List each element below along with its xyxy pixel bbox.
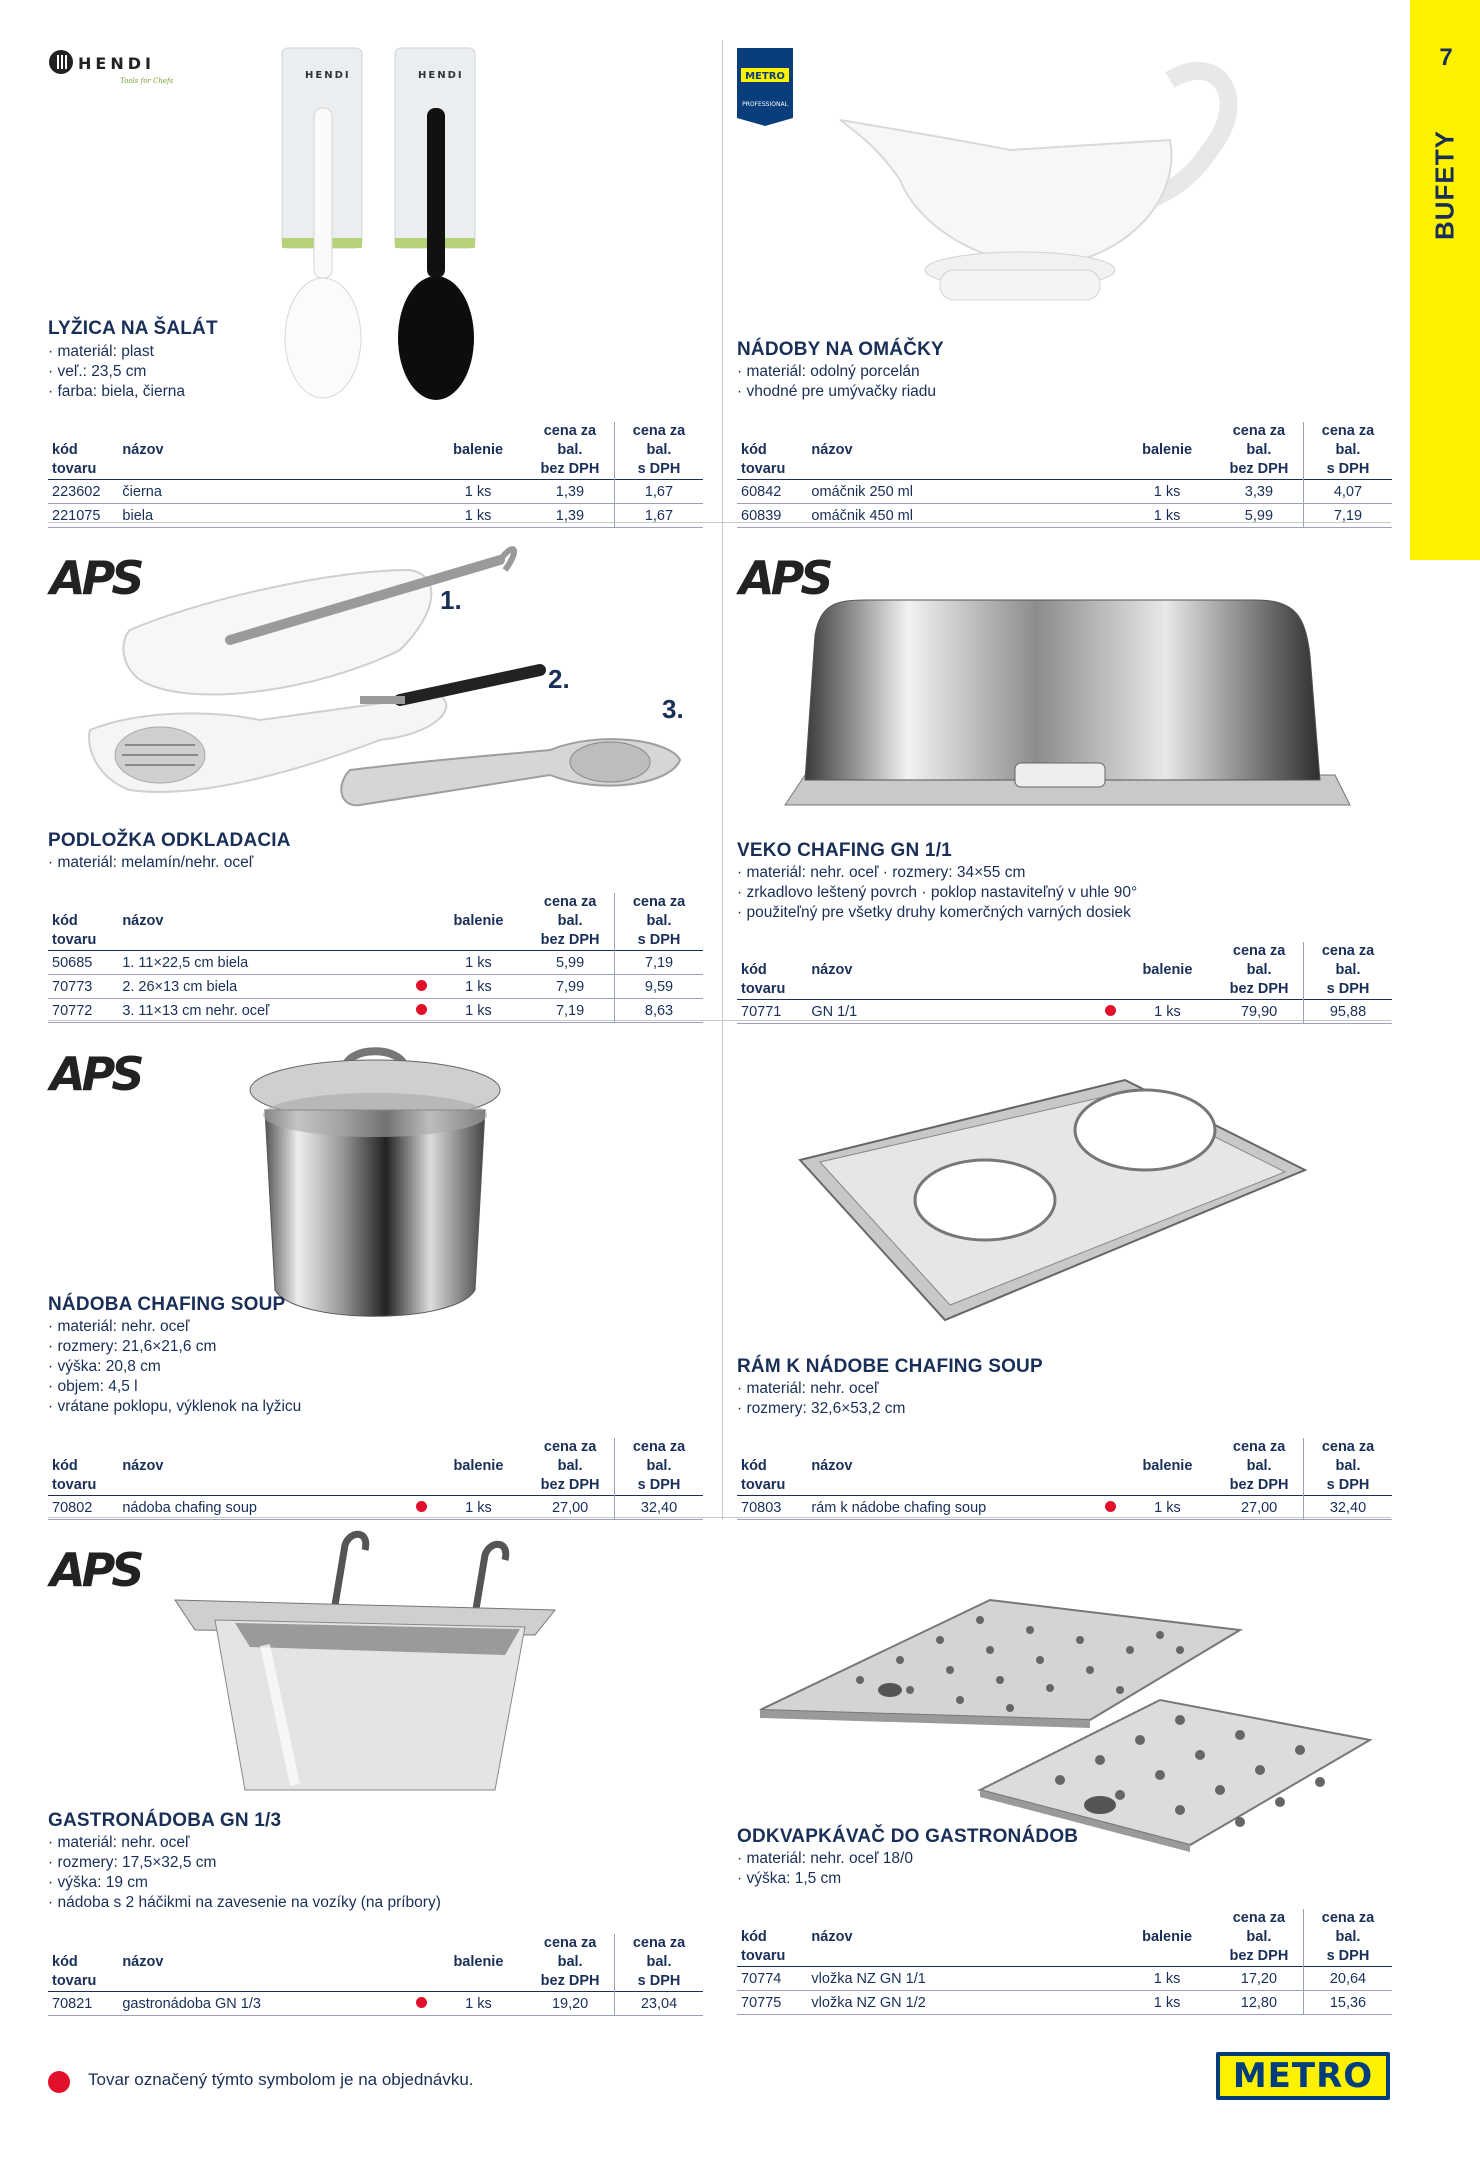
product-image-salad-spoons [280,48,480,413]
metro-logo: METRO [1216,2052,1390,2100]
svg-text:APS: APS [50,1047,141,1101]
marker-label: 1. [440,585,462,615]
price-table: kód tovaru názov balenie cena za bal. bez DPH cena za bal. s DPH 70821 gastronádoba GN 1/3 1 ks 19,20 23,04 [48,1934,703,2016]
order-dot-icon [416,1997,427,2008]
order-dot-icon [48,2071,70,2093]
product-title: NÁDOBA CHAFING SOUP [48,1294,286,1315]
product-features: · materiál: melamín/nehr. oceľ [48,853,253,873]
product-image-soup-pot [235,1040,515,1335]
table-row: 221075 biela 1 ks 1,39 1,67 [48,504,703,528]
table-row: 70774 vložka NZ GN 1/1 1 ks 17,20 20,64 [737,1967,1392,1991]
price-table: kód tovaru názov balenie cena za bal. bez DPH cena za bal. s DPH 70802 nádoba chafing soup 1 ks 27,00 32,40 [48,1438,703,1520]
svg-text:HENDI: HENDI [418,70,464,81]
price-table: kód tovaru názov balenie cena za bal. bez DPH cena za bal. s DPH 70771 GN 1/1 1 ks 79,90 95,88 [737,942,1392,1024]
section-tab [1410,0,1480,560]
order-dot-icon [416,980,427,991]
metro-professional-logo [737,48,793,126]
svg-text:PROFESSIONAL: PROFESSIONAL [742,101,788,108]
table-row: 70775 vložka NZ GN 1/2 1 ks 12,80 15,36 [737,1991,1392,2015]
product-title: PODLOŽKA ODKLADACIA [48,830,291,851]
svg-text:Tools for Chefs: Tools for Chefs [120,77,174,85]
product-image-spoon-rests [80,540,710,835]
page-number: 7 [1439,44,1453,71]
table-row: 70772 3. 11×13 cm nehr. oceľ 1 ks 7,19 8,63 [48,999,703,1023]
aps-logo [48,1040,141,1101]
table-row: 70803 rám k nádobe chafing soup 1 ks 27,00 32,40 [737,1496,1392,1520]
product-title: LYŽICA NA ŠALÁT [48,318,218,339]
column-divider [722,40,723,1520]
order-dot-icon [416,1004,427,1015]
product-features: · materiál: nehr. oceľ · rozmery: 32,6×53,2 cm [737,1379,905,1419]
product-features: · materiál: plast · veľ.: 23,5 cm · farba: biela, čierna [48,342,185,402]
table-row: 70773 2. 26×13 cm biela 1 ks 7,99 9,59 [48,975,703,999]
product-features: · materiál: nehr. oceľ · rozmery: 21,6×21,6 cm · výška: 20,8 cm · objem: 4,5 l · vrátane poklopu, výklenok na lyžicu [48,1317,301,1417]
order-dot-icon [1105,1005,1116,1016]
marker-label: 2. [548,664,570,694]
product-image-soup-frame [795,1080,1315,1335]
product-title: RÁM K NÁDOBE CHAFING SOUP [737,1356,1043,1377]
svg-text:APS: APS [50,551,141,605]
footer-note: Tovar označený týmto symbolom je na objednávku. [88,2070,474,2089]
table-row: 70821 gastronádoba GN 1/3 1 ks 19,20 23,04 [48,1992,703,2016]
price-table: kód tovaru názov balenie cena za bal. bez DPH cena za bal. s DPH 70774 vložka NZ GN 1/1 1 ks 17,20 20,64 70775 vložka NZ GN 1/2 1 ks 12,80 15,36 [737,1909,1392,2015]
product-title: GASTRONÁDOBA GN 1/3 [48,1810,282,1831]
marker-label: 3. [662,694,684,724]
product-features: · materiál: nehr. oceľ · rozmery: 17,5×32,5 cm · výška: 19 cm · nádoba s 2 háčikmi na zavesenie na vozíky (na príbory) [48,1833,441,1913]
table-row: 70771 GN 1/1 1 ks 79,90 95,88 [737,1000,1392,1024]
product-features: · materiál: nehr. oceľ 18/0 · výška: 1,5 cm [737,1849,913,1889]
table-row: 223602 čierna 1 ks 1,39 1,67 [48,480,703,504]
product-image-drip-trays [740,1590,1380,1860]
product-title: VEKO CHAFING GN 1/1 [737,840,952,861]
order-dot-icon [416,1501,427,1512]
product-title: NÁDOBY NA OMÁČKY [737,339,944,360]
table-row: 70802 nádoba chafing soup 1 ks 27,00 32,40 [48,1496,703,1520]
price-table: kód tovaru názov balenie cena za bal. bez DPH cena za bal. s DPH 50685 1. 11×22,5 cm biela 1 ks 5,99 7,19 70773 2. 26×13 cm biela 1 ks 7,99 9,59 70772 3. 11×13 cm nehr. oceľ 1 ks 7,19 8,63 [48,893,703,1023]
price-table: kód tovaru názov balenie cena za bal. bez DPH cena za bal. s DPH 70803 rám k nádobe chafing soup 1 ks 27,00 32,40 [737,1438,1392,1520]
section-label: BUFETY [1429,130,1460,240]
product-features: · materiál: nehr. oceľ · rozmery: 34×55 cm · zrkadlovo leštený povrch · poklop nastaviteľný v uhle 90° · použiteľný pre všetky druhy komerčných varných dosiek [737,863,1137,923]
table-row: 60839 omáčnik 450 ml 1 ks 5,99 7,19 [737,504,1392,528]
order-dot-icon [1105,1501,1116,1512]
product-image-gn-container [175,1535,565,1810]
table-row: 50685 1. 11×22,5 cm biela 1 ks 5,99 7,19 [48,951,703,975]
table-row: 60842 omáčnik 250 ml 1 ks 3,39 4,07 [737,480,1392,504]
price-table: kód tovaru názov balenie cena za bal. bez DPH cena za bal. s DPH 60842 omáčnik 250 ml 1 ks 3,39 4,07 60839 omáčnik 450 ml 1 ks 5,99 7,19 [737,422,1392,528]
hendi-logo [48,48,176,93]
aps-logo [48,1536,141,1597]
svg-text:METRO: METRO [745,71,785,82]
product-image-gravy-boat [840,40,1270,325]
product-features: · materiál: odolný porcelán · vhodné pre umývačky riadu [737,362,936,402]
svg-text:APS: APS [50,1543,141,1597]
aps-logo [737,544,830,605]
svg-text:HENDI: HENDI [78,54,155,73]
svg-text:HENDI: HENDI [305,70,351,81]
product-title: ODKVAPKÁVAČ DO GASTRONÁDOB [737,1826,1079,1847]
svg-text:APS: APS [739,551,830,605]
price-table: kód tovaru názov balenie cena za bal. bez DPH cena za bal. s DPH 223602 čierna 1 ks 1,39 1,67 221075 biela 1 ks 1,39 1,67 [48,422,703,528]
product-image-roll-top-cover [775,595,1355,835]
